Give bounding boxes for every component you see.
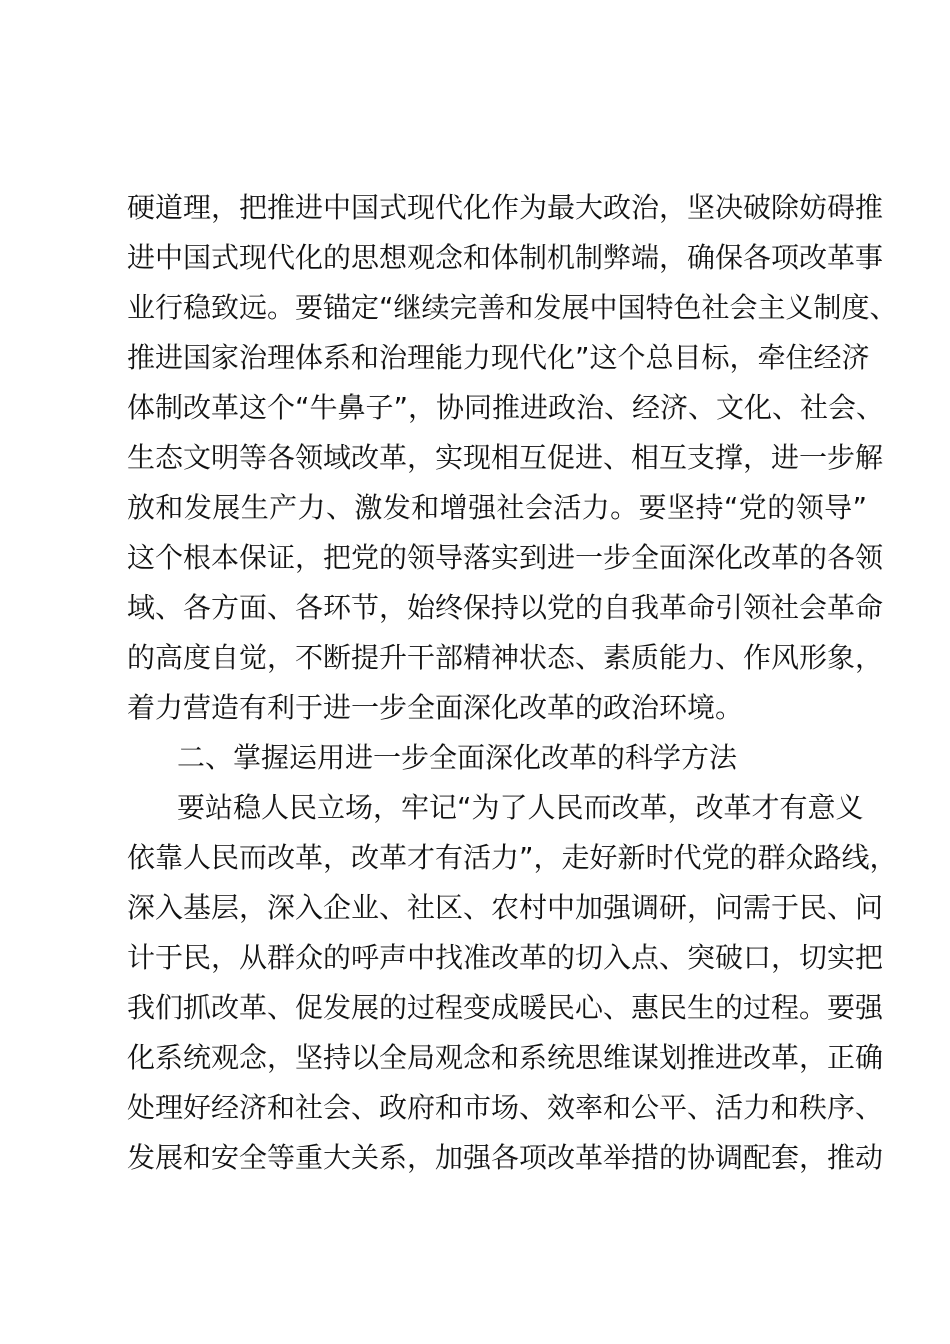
paragraph-1-line-3: 业行稳致远。要锚定“继续完善和发展中国特色社会主义制度、	[127, 291, 898, 324]
paragraph-2-line-3: 深入基层，深入企业、社区、农村中加强调研，问需于民、问	[127, 891, 884, 924]
paragraph-2-line-7: 处理好经济和社会、政府和市场、效率和公平、活力和秩序、	[127, 1091, 884, 1124]
paragraph-2-line-1: 要站稳人民立场，牢记“为了人民而改革，改革才有意义	[177, 791, 864, 824]
paragraph-2-line-4: 计于民，从群众的呼声中找准改革的切入点、突破口，切实把	[127, 941, 884, 974]
paragraph-2-line-2: 依靠人民而改革，改革才有活力”，走好新时代党的群众路线，	[127, 841, 898, 874]
paragraph-1-line-10: 的高度自觉，不断提升干部精神状态、素质能力、作风形象，	[127, 641, 884, 674]
section-heading: 二、掌握运用进一步全面深化改革的科学方法	[177, 741, 738, 774]
paragraph-2-line-5: 我们抓改革、促发展的过程变成暖民心、惠民生的过程。要强	[127, 991, 884, 1024]
paragraph-1-line-7: 放和发展生产力、激发和增强社会活力。要坚持“党的领导”	[127, 491, 867, 524]
paragraph-1-line-1: 硬道理，把推进中国式现代化作为最大政治，坚决破除妨碍推	[127, 191, 884, 224]
paragraph-1-line-8: 这个根本保证，把党的领导落实到进一步全面深化改革的各领	[127, 541, 884, 574]
paragraph-1-line-6: 生态文明等各领域改革，实现相互促进、相互支撑，进一步解	[127, 441, 884, 474]
paragraph-1-line-9: 域、各方面、各环节，始终保持以党的自我革命引领社会革命	[127, 591, 884, 624]
paragraph-1-line-5: 体制改革这个“牛鼻子”，协同推进政治、经济、文化、社会、	[127, 391, 885, 424]
paragraph-2-line-8: 发展和安全等重大关系，加强各项改革举措的协调配套，推动	[127, 1141, 884, 1174]
paragraph-1-line-11: 着力营造有利于进一步全面深化改革的政治环境。	[127, 691, 744, 724]
paragraph-1-line-2: 进中国式现代化的思想观念和体制机制弊端，确保各项改革事	[127, 241, 884, 274]
paragraph-1-line-4: 推进国家治理体系和治理能力现代化”这个总目标，牵住经济	[127, 341, 870, 374]
paragraph-2-line-6: 化系统观念，坚持以全局观念和系统思维谋划推进改革，正确	[127, 1041, 884, 1074]
